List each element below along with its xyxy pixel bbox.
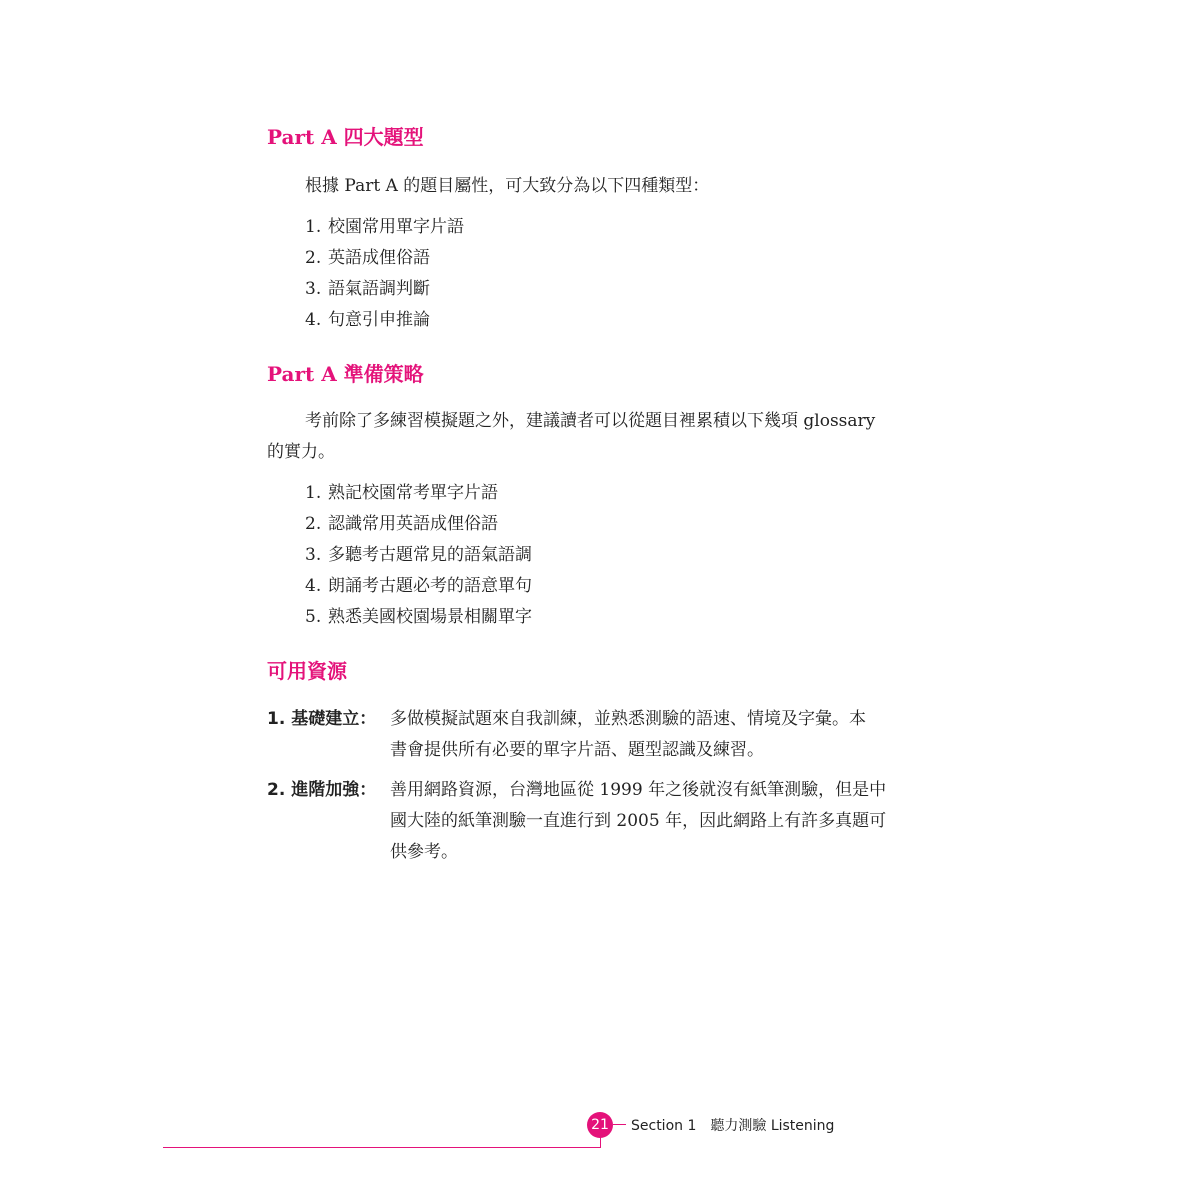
list-item: 5. 熟悉美國校園場景相關單字 (305, 607, 532, 627)
list-item: 4. 句意引申推論 (305, 310, 430, 330)
section-heading-strategy: Part A 準備策略 (267, 362, 424, 386)
strategy-intro-line2: 的實力。 (267, 442, 335, 462)
list-item: 3. 語氣語調判斷 (305, 279, 430, 299)
resource-text: 善用網路資源，台灣地區從 1999 年之後就沒有紙筆測驗，但是中 國大陸的紙筆測驗一直進行到 2005 年，因此網路上有許多真題可 供參考。 (390, 780, 887, 862)
footer-title: 聽力測驗 Listening (710, 1118, 835, 1134)
strategy-intro-line1: 考前除了多練習模擬題之外，建議讀者可以從題目裡累積以下幾項 glossary (305, 411, 876, 431)
section-heading-resources: 可用資源 (267, 659, 347, 683)
list-item: 2. 英語成俚俗語 (305, 248, 430, 268)
section-heading-types: Part A 四大題型 (267, 125, 424, 149)
resource-text: 多做模擬試題來自我訓練，並熟悉測驗的語速、情境及字彙。本 書會提供所有必要的單字片語、題型認識及練習。 (390, 709, 866, 760)
list-item: 3. 多聽考古題常見的語氣語調 (305, 545, 532, 565)
page-number-badge: 21 (587, 1112, 613, 1138)
resource-item-advanced (267, 775, 947, 868)
resource-label: 2. 進階加強： (267, 780, 377, 800)
footer-rule (163, 1147, 600, 1148)
strategy-list (305, 478, 532, 633)
footer-section: Section 1 (631, 1118, 697, 1134)
list-item: 1. 校園常用單字片語 (305, 217, 464, 237)
list-item: 4. 朗誦考古題必考的語意單句 (305, 576, 532, 596)
footer-dash (613, 1124, 626, 1125)
types-intro: 根據 Part A 的題目屬性，可大致分為以下四種類型： (305, 176, 710, 196)
list-item: 2. 認識常用英語成俚俗語 (305, 514, 498, 534)
resource-label: 1. 基礎建立： (267, 709, 377, 729)
types-list (305, 212, 464, 336)
running-footer (631, 1115, 834, 1135)
resource-item-basic (267, 704, 947, 766)
list-item: 1. 熟記校園常考單字片語 (305, 483, 498, 503)
